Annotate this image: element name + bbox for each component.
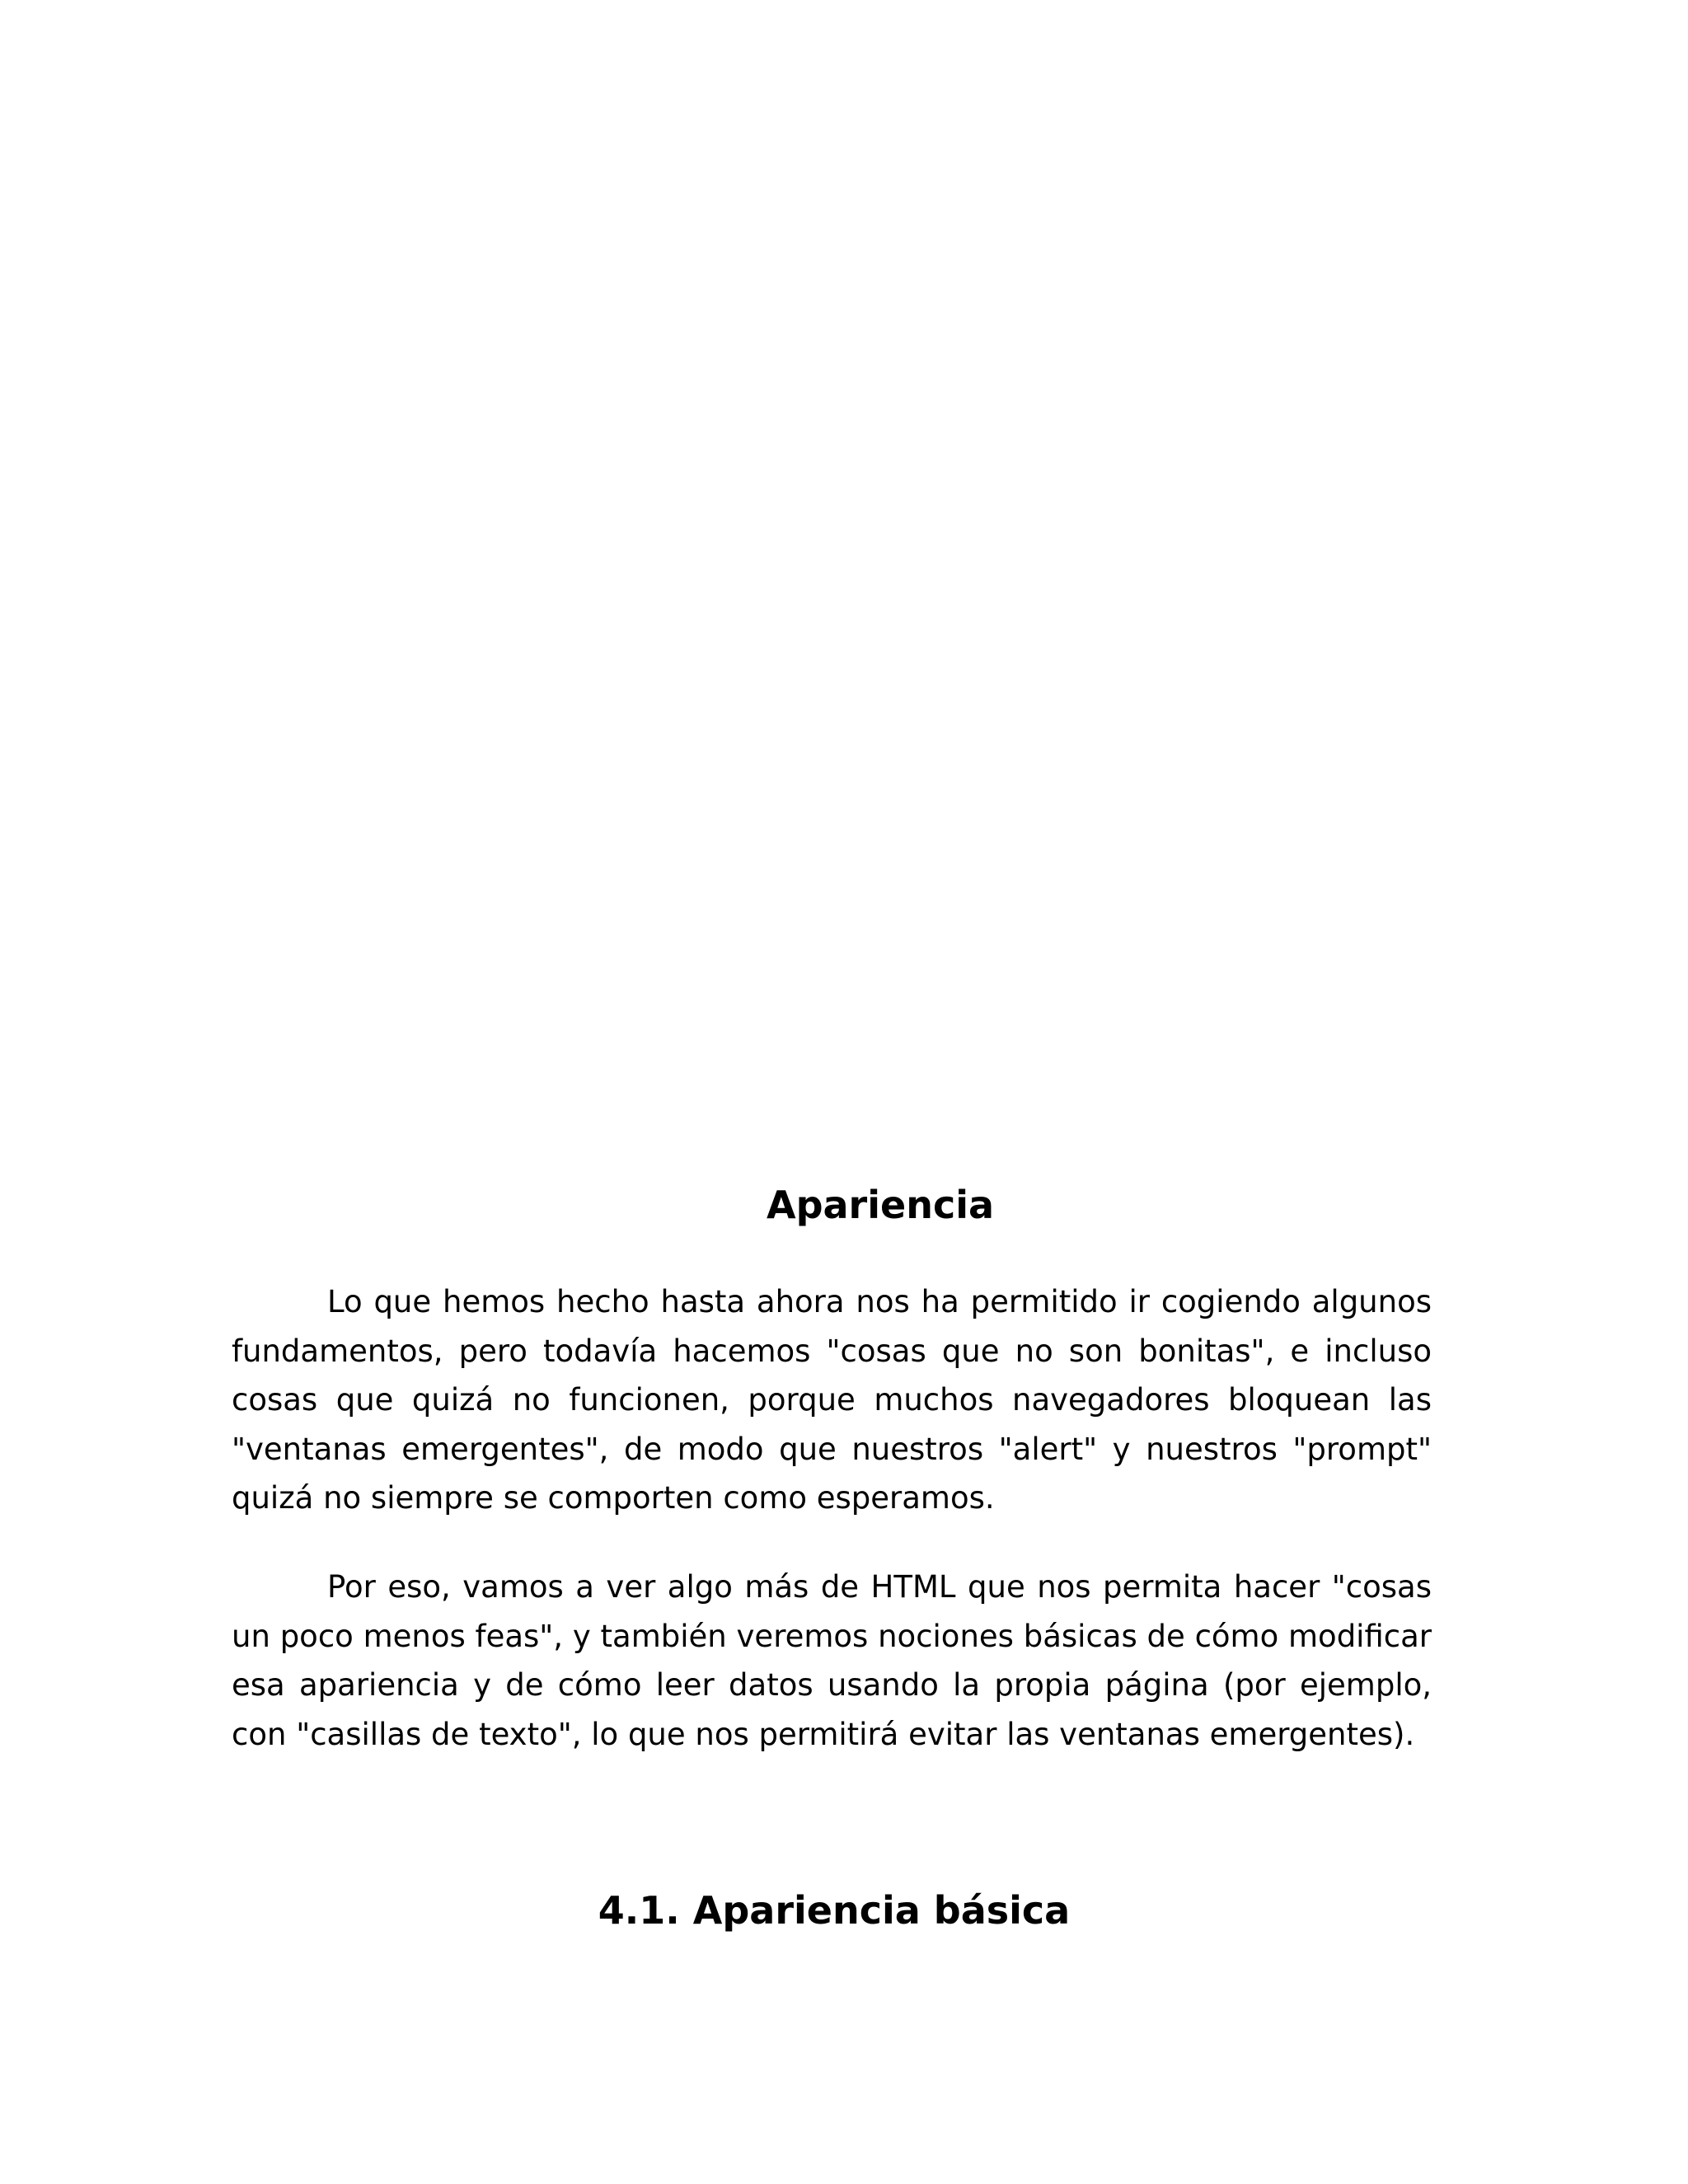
intro-paragraph: Lo que hemos hecho hasta ahora nos ha permitido ir cogiendo algunos fundamentos, pero todavía hacemos "cosas que no son bonitas", e incluso cosas que quizá no funcionen, porque muchos navegadores bloquean las "ventanas emergentes", de modo que nuestros "alert" y nuestros "prompt" quizá no siempre se comporten como esperamos. — [232, 1284, 1432, 1516]
section-title: 4.1. Apariencia básica — [598, 1888, 1071, 1933]
second-paragraph: Por eso, vamos a ver algo más de HTML que nos permita hacer "cosas un poco menos feas", y también veremos nociones básicas de cómo modificar esa apariencia y de cómo leer datos usando la propia página (por ejemplo, con "casillas de texto", lo que nos permitirá evitar las ventanas emergentes). — [232, 1569, 1432, 1752]
chapter-title: Apariencia — [766, 1183, 995, 1227]
